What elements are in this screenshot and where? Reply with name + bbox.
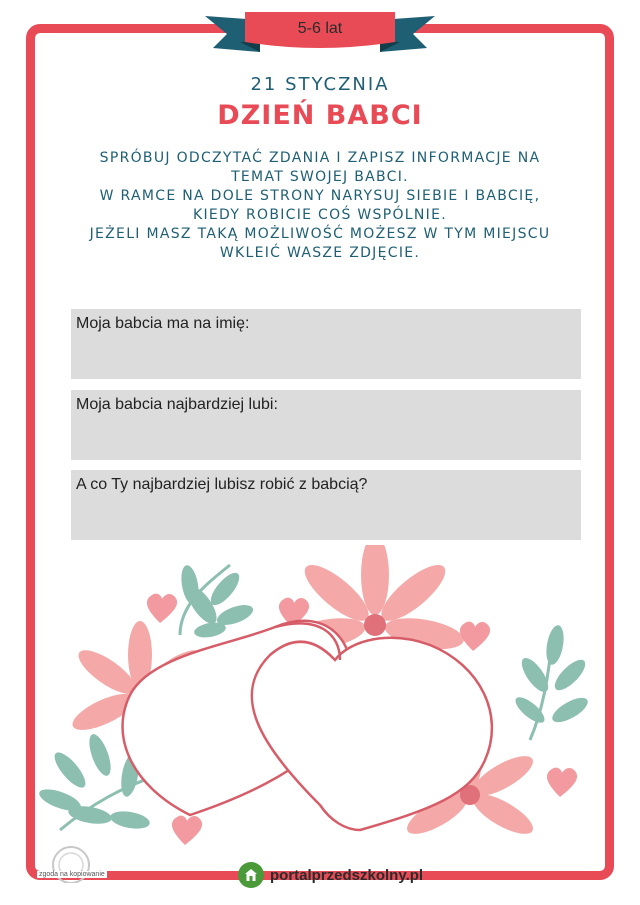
grandma-name-field[interactable] (71, 309, 581, 379)
field-label: Moja babcia ma na imię: (76, 315, 250, 332)
instruction-line: TEMAT SWOJEJ BABCI. (231, 169, 409, 185)
site-name: portalprzedszkolny.pl (270, 866, 424, 884)
age-ribbon (205, 8, 435, 58)
site-logo[interactable] (238, 860, 423, 890)
instruction-line: WKLEIĆ WASZE ZDJĘCIE. (219, 245, 421, 261)
field-label: A co Ty najbardziej lubisz robić z babcią? (76, 476, 368, 493)
leaf-sprig-icon (512, 624, 592, 740)
leaf-sprig-icon (179, 564, 256, 640)
date-heading: 21 STYCZNIA (250, 74, 390, 95)
grandma-likes-field[interactable] (71, 390, 581, 460)
instruction-line: SPRÓBUJ ODCZYTAĆ ZDANIA I ZAPISZ INFORMACJE NA (99, 150, 541, 166)
age-label: 5-6 lat (297, 20, 343, 37)
activities-field[interactable] (71, 470, 581, 540)
instruction-line: JEŻELI MASZ TAKĄ MOŻLIWOŚĆ MOŻESZ W TYM MIEJSCU (89, 226, 551, 242)
double-heart-frame-icon (123, 621, 492, 830)
stamp-label: zgoda na kopiowanie (39, 871, 105, 878)
page-title: DZIEŃ BABCI (217, 100, 423, 131)
instructions (60, 149, 580, 263)
field-label: Moja babcia najbardziej lubi: (76, 396, 278, 413)
house-icon (238, 862, 264, 888)
instruction-line: W RAMCE NA DOLE STRONY NARYSUJ SIEBIE I BABCIĘ, (99, 188, 541, 204)
hearts-flowers-illustration (30, 545, 610, 860)
instruction-line: KIEDY ROBICIE COŚ WSPÓLNIE. (193, 207, 447, 223)
